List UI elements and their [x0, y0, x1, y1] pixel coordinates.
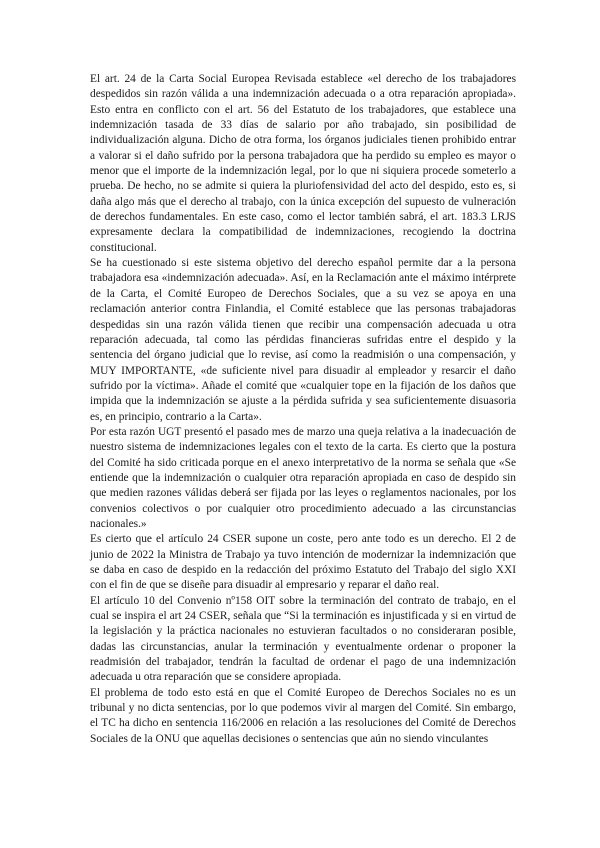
paragraph-carta-social: El art. 24 de la Carta Social Europea Revisada establece «el derecho de los trabajadores despedidos sin razón válida a una indemnización adecuada o a otra reparación apropiada». Esto entra en conflicto con el art. 56 del Estatuto de los trabajadores, que establece una indemnización tasada de 33 días de salario por año trabajado, sin posibilidad de individualización alguna. Dicho de otra forma, los órganos judiciales tienen prohibido entrar a valorar si el daño sufrido por la persona trabajadora que ha perdido su empleo es mayor o menor que el importe de la indemnización legal, por lo que ni siquiera procede someterlo a prueba. De hecho, no se admite si quiera la pluriofensividad del acto del despido, esto es, si daña algo más que el derecho al trabajo, con la única excepción del supuesto de vulneración de derechos fundamentales. En este caso, como el lector también sabrá, el art. 183.3 LRJS expresamente declara la compatibilidad de indemnizaciones, recogiendo la doctrina constitucional. — [90, 73, 516, 254]
paragraph-convenio-oit: El artículo 10 del Convenio nº158 OIT sobre la terminación del contrato de trabajo, en el cual se inspira el art 24 CSER, señala que “Si la terminación es injustificada y si en virtud de la legislación y la práctica nacionales no estuvieran facultados o no consideraran posible, dadas las circunstancias, anular la terminación y eventualmente ordenar o proponer la readmisión del trabajador, tendrán la facultad de ordenar el pago de una indemnización adecuada u otra reparación que se considere apropiada. — [90, 594, 516, 684]
paragraph-problema-comite: El problema de todo esto está en que el Comité Europeo de Derechos Sociales no es un tribunal y no dicta sentencias, por lo que podemos vivir al margen del Comité. Sin embargo, el TC ha dicho en sentencia 116/2006 en relación a las resoluciones del Comité de Derechos Sociales de la ONU que aquellas decisiones o sentencias que aún no siendo vinculantes — [90, 686, 516, 745]
paragraph-coste-derecho: Es cierto que el artículo 24 CSER supone un coste, pero ante todo es un derecho. El 2 de junio de 2022 la Ministra de Trabajo ya tuvo intención de modernizar la indemnización que se daba en caso de despido en la redacción del próximo Estatuto del Trabajo del siglo XXI con el fin de que se diseñe para disuadir al empresario y reparar el daño real. — [90, 533, 516, 592]
paragraph-indemnizacion-adecuada: Se ha cuestionado si este sistema objetivo del derecho español permite dar a la persona trabajadora esa «indemnización adecuada». Así, en la Reclamación ante el máximo intérprete de la Carta, el Comité Europeo de Derechos Sociales, que a su vez se apoya en una reclamación anterior contra Finlandia, el Comité establece que las personas trabajadoras despedidas sin una razón válida tienen que recibir una compensación adecuada u otra reparación adecuada, tal como las pérdidas financieras sufridas entre el despido y la sentencia del órgano judicial que lo revise, así como la readmisión o una compensación, y MUY IMPORTANTE, «de suficiente nivel para disuadir al empleador y resarcir el daño sufrido por la víctima». Añade el comité que «cualquier tope en la fijación de los daños que impida que la indemnización se ajuste a la pérdida sufrida y sea suficientemente disuasoria es, en principio, contrario a la Carta». — [90, 257, 516, 423]
document-page — [90, 72, 516, 747]
paragraph-queja-ugt: Por esta razón UGT presentó el pasado mes de marzo una queja relativa a la inadecuación de nuestro sistema de indemnizaciones legales con el texto de la carta. Es cierto que la postura del Comité ha sido criticada porque en el anexo interpretativo de la norma se señala que «Se entiende que la indemnización o cualquier otra reparación apropiada en caso de despido sin que medien razones válidas deberá ser fijada por las leyes o reglamentos nacionales, por los convenios colectivos o por cualquier otro procedimiento adecuado a las circunstancias nacionales.» — [90, 425, 516, 530]
